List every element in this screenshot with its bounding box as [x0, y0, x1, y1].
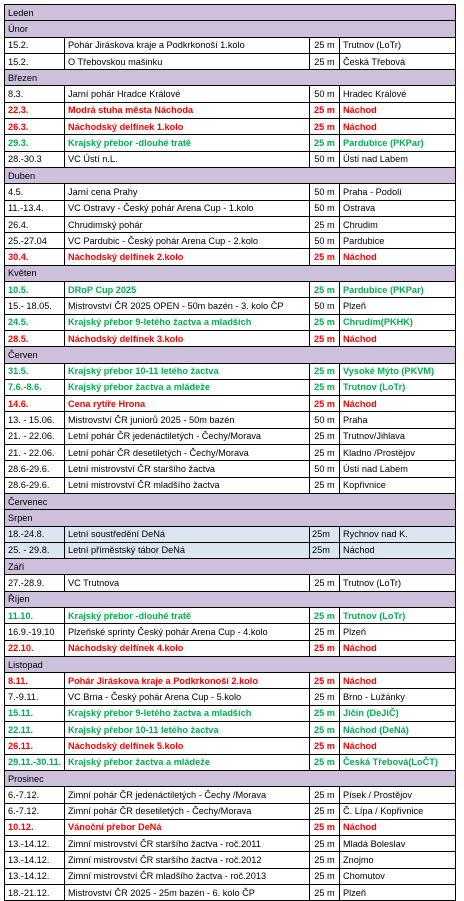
event-row [5, 102, 456, 118]
event-name: VC Ostravy - Český pohár Arena Cup - 1.kolo [65, 200, 310, 216]
event-venue: Pardubice (PKPar) [340, 282, 456, 298]
event-name: Náchodský delfínek 1.kolo [65, 119, 310, 135]
event-date: 27.-28.9. [5, 575, 65, 591]
month-label: Srpen [5, 510, 456, 526]
event-venue: Trutnov (LoTr) [340, 37, 456, 53]
pool-length: 25 m [310, 885, 340, 901]
event-date: 29.11.-30.11. [5, 754, 65, 770]
event-name: Krajský přebor 10-11 letého žactva [65, 722, 310, 738]
event-date: 25.-27.04 [5, 233, 65, 249]
pool-length: 25 m [310, 705, 340, 721]
event-venue: Rychnov nad K. [340, 526, 456, 542]
event-row [5, 836, 456, 852]
pool-length: 25 m [310, 53, 340, 69]
event-name: Letní pohár ČR jedenáctiletých - Čechy/Morava [65, 428, 310, 444]
pool-length: 25 m [310, 868, 340, 884]
pool-length: 25 m [310, 379, 340, 395]
pool-length: 25 m [310, 249, 340, 265]
event-name: Chrudimský pohár [65, 216, 310, 232]
event-name: Cena rytíře Hrona [65, 396, 310, 412]
pool-length: 25 m [310, 216, 340, 232]
event-name: Vánoční přebor DeNá [65, 819, 310, 835]
event-venue: Náchod [340, 542, 456, 558]
event-name: Zimní mistrovství ČR mladšího žactva - roč.2013 [65, 868, 310, 884]
event-name: Krajský přebor -dlouhé tratě [65, 607, 310, 623]
event-name: Plzeňské sprinty Český pohár Arena Cup - 4.kolo [65, 624, 310, 640]
event-date: 8.3. [5, 86, 65, 102]
event-venue: Plzeň [340, 885, 456, 901]
pool-length: 25 m [310, 689, 340, 705]
month-label: Září [5, 559, 456, 575]
event-name: Krajský přebor 9-letého žactva a mladších [65, 705, 310, 721]
event-name: Zimní mistrovství ČR staršího žactva - roč.2012 [65, 852, 310, 868]
event-date: 10.12. [5, 819, 65, 835]
pool-length: 25m [310, 526, 340, 542]
pool-length: 25 m [310, 314, 340, 330]
pool-length: 25 m [310, 803, 340, 819]
event-venue: Jičín (DeJiČ) [340, 705, 456, 721]
pool-length: 25 m [310, 819, 340, 835]
month-label: Únor [5, 21, 456, 37]
month-label: Březen [5, 70, 456, 86]
event-date: 15.- 18.05. [5, 298, 65, 314]
event-date: 11.10. [5, 607, 65, 623]
event-row [5, 787, 456, 803]
month-label: Prosinec [5, 770, 456, 786]
pool-length: 25 m [310, 836, 340, 852]
pool-length: 50 m [310, 200, 340, 216]
pool-length: 25 m [310, 102, 340, 118]
event-venue: Chrudim(PKHK) [340, 314, 456, 330]
event-name: Jarní cena Prahy [65, 184, 310, 200]
event-date: 26.3. [5, 119, 65, 135]
pool-length: 25 m [310, 282, 340, 298]
event-venue: Plzeň [340, 624, 456, 640]
pool-length: 25 m [310, 575, 340, 591]
pool-length: 50 m [310, 184, 340, 200]
event-row [5, 298, 456, 314]
event-name: Letní mistrovství ČR mladšího žactva [65, 477, 310, 493]
event-row [5, 705, 456, 721]
pool-length: 25 m [310, 852, 340, 868]
month-header-row [5, 167, 456, 183]
event-date: 14.6. [5, 396, 65, 412]
event-row [5, 119, 456, 135]
month-header-row [5, 265, 456, 281]
event-date: 21. - 22.06. [5, 445, 65, 461]
event-venue: Náchod [340, 102, 456, 118]
event-date: 13. - 15.06. [5, 412, 65, 428]
month-header-row [5, 510, 456, 526]
pool-length: 25 m [310, 722, 340, 738]
event-name: DRoP Cup 2025 [65, 282, 310, 298]
event-venue: Č. Lípa / Kopřivnice [340, 803, 456, 819]
month-header-row [5, 5, 456, 21]
event-date: 29.3. [5, 135, 65, 151]
event-date: 15.2. [5, 53, 65, 69]
pool-length: 25 m [310, 607, 340, 623]
event-name: VC Trutnova [65, 575, 310, 591]
event-row [5, 722, 456, 738]
event-name: Zimní mistrovství ČR staršího žactva - roč.2011 [65, 836, 310, 852]
event-venue: Trutnov (LoTr) [340, 607, 456, 623]
event-row [5, 461, 456, 477]
event-date: 26.4. [5, 216, 65, 232]
calendar-body [5, 5, 456, 901]
event-row [5, 412, 456, 428]
event-row [5, 607, 456, 623]
event-venue: Česká Třebová [340, 53, 456, 69]
event-venue: Náchod [340, 673, 456, 689]
event-name: O Třebovskou mašinku [65, 53, 310, 69]
event-venue: Náchod [340, 330, 456, 346]
event-date: 13.-14.12. [5, 836, 65, 852]
event-venue: Praha [340, 412, 456, 428]
event-venue: Pardubice (PKPar) [340, 135, 456, 151]
pool-length: 25 m [310, 640, 340, 656]
event-row [5, 738, 456, 754]
event-name: Jarní pohár Hradce Králové [65, 86, 310, 102]
event-venue: Plzeň [340, 298, 456, 314]
pool-length: 50 m [310, 151, 340, 167]
event-date: 22.3. [5, 102, 65, 118]
pool-length: 25 m [310, 119, 340, 135]
event-row [5, 542, 456, 558]
event-venue: Náchod [340, 640, 456, 656]
event-row [5, 852, 456, 868]
event-name: Náchodský delfínek 4.kolo [65, 640, 310, 656]
month-header-row [5, 70, 456, 86]
event-row [5, 624, 456, 640]
pool-length: 25 m [310, 738, 340, 754]
pool-length: 25 m [310, 754, 340, 770]
event-date: 4.5. [5, 184, 65, 200]
event-name: VC Brna - Český pohár Arena Cup - 5.kolo [65, 689, 310, 705]
event-name: Mistrovství ČR 2025 OPEN - 50m bazén - 3. kolo ČP [65, 298, 310, 314]
pool-length: 25 m [310, 37, 340, 53]
event-date: 8.11. [5, 673, 65, 689]
event-name: VC Pardubic - Český pohár Arena Cup - 2.kolo [65, 233, 310, 249]
event-name: Krajský přebor -dlouhé tratě [65, 135, 310, 151]
month-header-row [5, 21, 456, 37]
event-venue: Česká Třebová(LoČT) [340, 754, 456, 770]
event-row [5, 754, 456, 770]
event-row [5, 37, 456, 53]
event-date: 28.-30.3 [5, 151, 65, 167]
event-date: 15.2. [5, 37, 65, 53]
event-venue: Náchod [340, 396, 456, 412]
event-row [5, 445, 456, 461]
event-row [5, 477, 456, 493]
pool-length: 50 m [310, 233, 340, 249]
event-name: Náchodský delfínek 5.kolo [65, 738, 310, 754]
event-name: Mistrovství ČR 2025 - 25m bazén - 6. kolo ČP [65, 885, 310, 901]
event-venue: Ostrava [340, 200, 456, 216]
event-venue: Trutnov/Jihlava [340, 428, 456, 444]
event-row [5, 53, 456, 69]
month-label: Listopad [5, 656, 456, 672]
pool-length: 25 m [310, 787, 340, 803]
event-venue: Trutnov (LoTr) [340, 575, 456, 591]
event-row [5, 575, 456, 591]
event-venue: Kopřivnice [340, 477, 456, 493]
event-row [5, 200, 456, 216]
event-venue: Mladá Boleslav [340, 836, 456, 852]
event-row [5, 249, 456, 265]
event-venue: Ústí nad Labem [340, 461, 456, 477]
event-date: 28.5. [5, 330, 65, 346]
event-date: 30.4. [5, 249, 65, 265]
event-date: 10.5. [5, 282, 65, 298]
event-name: Pohár Jiráskova kraje a Podkrkonoší 2.kolo [65, 673, 310, 689]
event-name: Pohár Jiráskova kraje a Podkrkonoší 1.kolo [65, 37, 310, 53]
event-row [5, 803, 456, 819]
pool-length: 25 m [310, 135, 340, 151]
pool-length: 50 m [310, 412, 340, 428]
event-venue: Pardubice [340, 233, 456, 249]
event-venue: Náchod (DeNá) [340, 722, 456, 738]
event-date: 6.-7.12. [5, 803, 65, 819]
pool-length: 25 m [310, 673, 340, 689]
event-row [5, 184, 456, 200]
month-label: Říjen [5, 591, 456, 607]
event-date: 24.5. [5, 314, 65, 330]
event-venue: Náchod [340, 819, 456, 835]
pool-length: 25 m [310, 445, 340, 461]
event-venue: Hradec Králové [340, 86, 456, 102]
event-row [5, 379, 456, 395]
event-date: 15.11. [5, 705, 65, 721]
event-date: 26.11. [5, 738, 65, 754]
event-name: Letní soustředění DeNá [65, 526, 310, 542]
event-date: 25. - 29.8. [5, 542, 65, 558]
event-venue: Písek / Prostějov [340, 787, 456, 803]
event-date: 28.6-29.6. [5, 461, 65, 477]
event-venue: Chrudim [340, 216, 456, 232]
month-label: Duben [5, 167, 456, 183]
pool-length: 25 m [310, 428, 340, 444]
month-header-row [5, 591, 456, 607]
event-name: Letní příměstský tábor DeNá [65, 542, 310, 558]
event-date: 18.-24.8. [5, 526, 65, 542]
event-venue: Znojmo [340, 852, 456, 868]
month-header-row [5, 770, 456, 786]
event-name: Krajský přebor 10-11 letého žactva [65, 363, 310, 379]
event-name: Letní mistrovství ČR staršího žactva [65, 461, 310, 477]
event-venue: Náchod [340, 249, 456, 265]
event-row [5, 819, 456, 835]
event-date: 7.-9.11. [5, 689, 65, 705]
month-label: Červen [5, 347, 456, 363]
event-row [5, 428, 456, 444]
event-row [5, 282, 456, 298]
month-header-row [5, 347, 456, 363]
event-name: Modrá stuha města Náchoda [65, 102, 310, 118]
month-label: Květen [5, 265, 456, 281]
event-row [5, 86, 456, 102]
event-name: Náchodský delfínek 2.kolo [65, 249, 310, 265]
event-date: 16.9.-19.10 [5, 624, 65, 640]
event-name: Krajský přebor žactva a mládeže [65, 754, 310, 770]
event-venue: Praha - Podolí [340, 184, 456, 200]
event-row [5, 526, 456, 542]
event-venue: Ústí nad Labem [340, 151, 456, 167]
event-row [5, 396, 456, 412]
event-name: Zimní pohár ČR jedenáctiletých - Čechy /Morava [65, 787, 310, 803]
event-date: 22.10. [5, 640, 65, 656]
event-date: 11.-13.4. [5, 200, 65, 216]
event-date: 7.6.-8.6. [5, 379, 65, 395]
event-venue: Chomutov [340, 868, 456, 884]
event-row [5, 363, 456, 379]
event-row [5, 640, 456, 656]
event-venue: Kladno /Prostějov [340, 445, 456, 461]
event-date: 28.6-29.6. [5, 477, 65, 493]
month-label: Leden [5, 5, 456, 21]
pool-length: 50 m [310, 461, 340, 477]
pool-length: 25 m [310, 330, 340, 346]
event-date: 31.5. [5, 363, 65, 379]
event-name: Letní pohár ČR desetiletých - Čechy/Morava [65, 445, 310, 461]
event-row [5, 135, 456, 151]
event-row [5, 689, 456, 705]
pool-length: 25 m [310, 396, 340, 412]
pool-length: 25 m [310, 477, 340, 493]
event-row [5, 233, 456, 249]
event-row [5, 868, 456, 884]
event-row [5, 330, 456, 346]
event-name: Krajský přebor žactva a mládeže [65, 379, 310, 395]
month-header-row [5, 493, 456, 509]
event-date: 21. - 22.06. [5, 428, 65, 444]
event-row [5, 673, 456, 689]
event-name: Zimní pohár ČR desetiletých - Čechy/Morava [65, 803, 310, 819]
event-name: Krajský přebor 9-letého žactva a mladších [65, 314, 310, 330]
competition-calendar-table [4, 4, 456, 901]
event-venue: Náchod [340, 738, 456, 754]
event-name: Náchodský delfínek 3.kolo [65, 330, 310, 346]
month-header-row [5, 656, 456, 672]
pool-length: 25 m [310, 363, 340, 379]
pool-length: 50 m [310, 86, 340, 102]
event-row [5, 216, 456, 232]
event-date: 6.-7.12. [5, 787, 65, 803]
event-name: Mistrovství ČR juniorů 2025 - 50m bazén [65, 412, 310, 428]
event-date: 22.11. [5, 722, 65, 738]
event-name: VC Ústí n.L. [65, 151, 310, 167]
event-venue: Trutnov (LoTr) [340, 379, 456, 395]
event-date: 13.-14.12. [5, 868, 65, 884]
pool-length: 25 m [310, 624, 340, 640]
event-date: 18.-21.12. [5, 885, 65, 901]
pool-length: 25m [310, 542, 340, 558]
event-venue: Náchod [340, 119, 456, 135]
event-row [5, 151, 456, 167]
event-date: 13.-14.12. [5, 852, 65, 868]
event-venue: Vysoké Mýto (PKVM) [340, 363, 456, 379]
month-label: Červenec [5, 493, 456, 509]
pool-length: 50 m [310, 298, 340, 314]
month-header-row [5, 559, 456, 575]
event-row [5, 314, 456, 330]
event-venue: Brno - Lužánky [340, 689, 456, 705]
